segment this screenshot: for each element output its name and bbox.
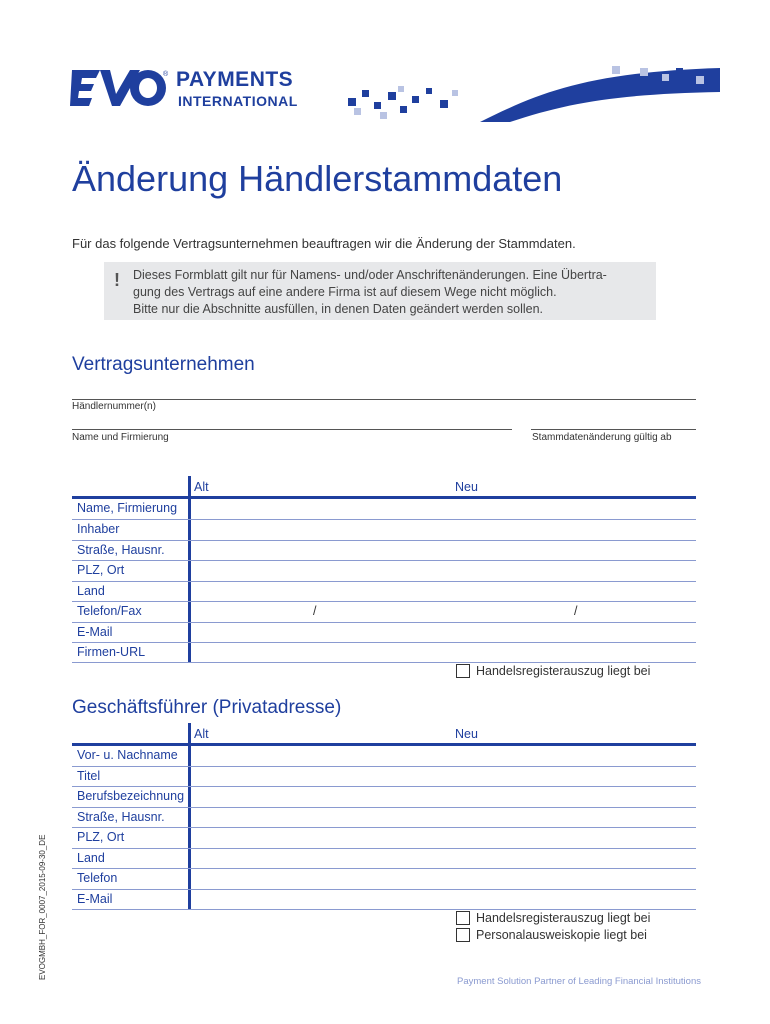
haendlernummer-label: Händlernummer(n)	[72, 401, 156, 412]
table-row[interactable]	[72, 601, 696, 602]
gueltig-ab-field[interactable]	[531, 429, 696, 430]
row-label-firmen-url: Firmen-URL	[77, 645, 146, 659]
handelsregister-label: Handelsregisterauszug liegt bei	[476, 664, 651, 678]
row-label-email: E-Mail	[77, 892, 113, 906]
table-header-rule	[72, 743, 696, 746]
column-neu: Neu	[455, 480, 478, 494]
logo-payments-text: PAYMENTS	[176, 68, 294, 91]
table-row[interactable]	[72, 519, 696, 520]
table-row[interactable]	[72, 807, 696, 808]
row-label-name: Name, Firmierung	[77, 501, 178, 515]
page-title: Änderung Händlerstammdaten	[72, 158, 563, 199]
section-heading-geschaeftsfuehrer: Geschäftsführer (Privatadresse)	[72, 697, 342, 718]
column-neu: Neu	[455, 727, 478, 741]
note-line: gung des Vertrags auf eine andere Firma ist auf diesem Wege nicht möglich.	[133, 285, 557, 299]
table-row[interactable]	[72, 766, 696, 767]
personalausweis-checkbox[interactable]	[456, 928, 470, 942]
row-label-email: E-Mail	[77, 625, 113, 639]
table-row[interactable]	[72, 540, 696, 541]
table-row[interactable]	[72, 827, 696, 828]
note-line: Bitte nur die Abschnitte ausfüllen, in denen Daten geändert werden sollen.	[133, 302, 543, 316]
row-label-beruf: Berufsbezeichnung	[77, 789, 185, 803]
svg-text:®: ®	[163, 71, 169, 78]
table-row[interactable]	[72, 786, 696, 787]
row-label-name: Vor- u. Nachname	[77, 748, 178, 762]
row-label-telefon-fax: Telefon/Fax	[77, 604, 142, 618]
table-column-divider	[188, 476, 191, 662]
decorative-swoosh	[340, 62, 720, 122]
row-label-plz: PLZ, Ort	[77, 563, 125, 577]
handelsregister-checkbox-2[interactable]	[456, 911, 470, 925]
row-label-land: Land	[77, 584, 105, 598]
note-line: Dieses Formblatt gilt nur für Namens- und/oder Anschriftenänderungen. Eine Übertra-	[133, 268, 607, 282]
table-column-divider	[188, 723, 191, 909]
table-row[interactable]	[72, 909, 696, 910]
handelsregister-checkbox[interactable]	[456, 664, 470, 678]
footer-tagline: Payment Solution Partner of Leading Financial Institutions	[457, 976, 701, 987]
row-label-titel: Titel	[77, 769, 101, 783]
table-row[interactable]	[72, 581, 696, 582]
gueltig-ab-label: Stammdatenänderung gültig ab	[532, 432, 672, 443]
section-heading-vertragsunternehmen: Vertragsunternehmen	[72, 354, 255, 375]
row-label-telefon: Telefon	[77, 871, 118, 885]
row-label-inhaber: Inhaber	[77, 522, 120, 536]
row-label-land: Land	[77, 851, 105, 865]
column-alt: Alt	[194, 727, 209, 741]
table-row[interactable]	[72, 889, 696, 890]
row-label-strasse: Straße, Hausnr.	[77, 543, 165, 557]
row-label-plz: PLZ, Ort	[77, 830, 125, 844]
row-label-strasse: Straße, Hausnr.	[77, 810, 165, 824]
table-row[interactable]	[72, 642, 696, 643]
table-header-rule	[72, 496, 696, 499]
table-row[interactable]	[72, 662, 696, 663]
slash-separator-neu: /	[574, 604, 578, 618]
table-row[interactable]	[72, 868, 696, 869]
name-firmierung-label: Name und Firmierung	[72, 432, 169, 443]
divider	[72, 399, 696, 400]
table-row[interactable]	[72, 848, 696, 849]
logo-international-text: INTERNATIONAL	[178, 93, 298, 109]
evo-logo	[70, 66, 170, 110]
intro-text: Für das folgende Vertragsunternehmen beauftragen wir die Änderung der Stammdaten.	[72, 236, 576, 251]
table-row[interactable]	[72, 622, 696, 623]
slash-separator-alt: /	[313, 604, 317, 618]
column-alt: Alt	[194, 480, 209, 494]
form-code: EVOGMBH_FOR_0007_2015-09-30_DE	[38, 834, 47, 980]
exclamation-icon: !	[114, 270, 120, 290]
table-row[interactable]	[72, 560, 696, 561]
handelsregister-label-2: Handelsregisterauszug liegt bei	[476, 911, 651, 925]
name-firmierung-field[interactable]	[72, 429, 512, 430]
personalausweis-label: Personalausweiskopie liegt bei	[476, 928, 647, 942]
